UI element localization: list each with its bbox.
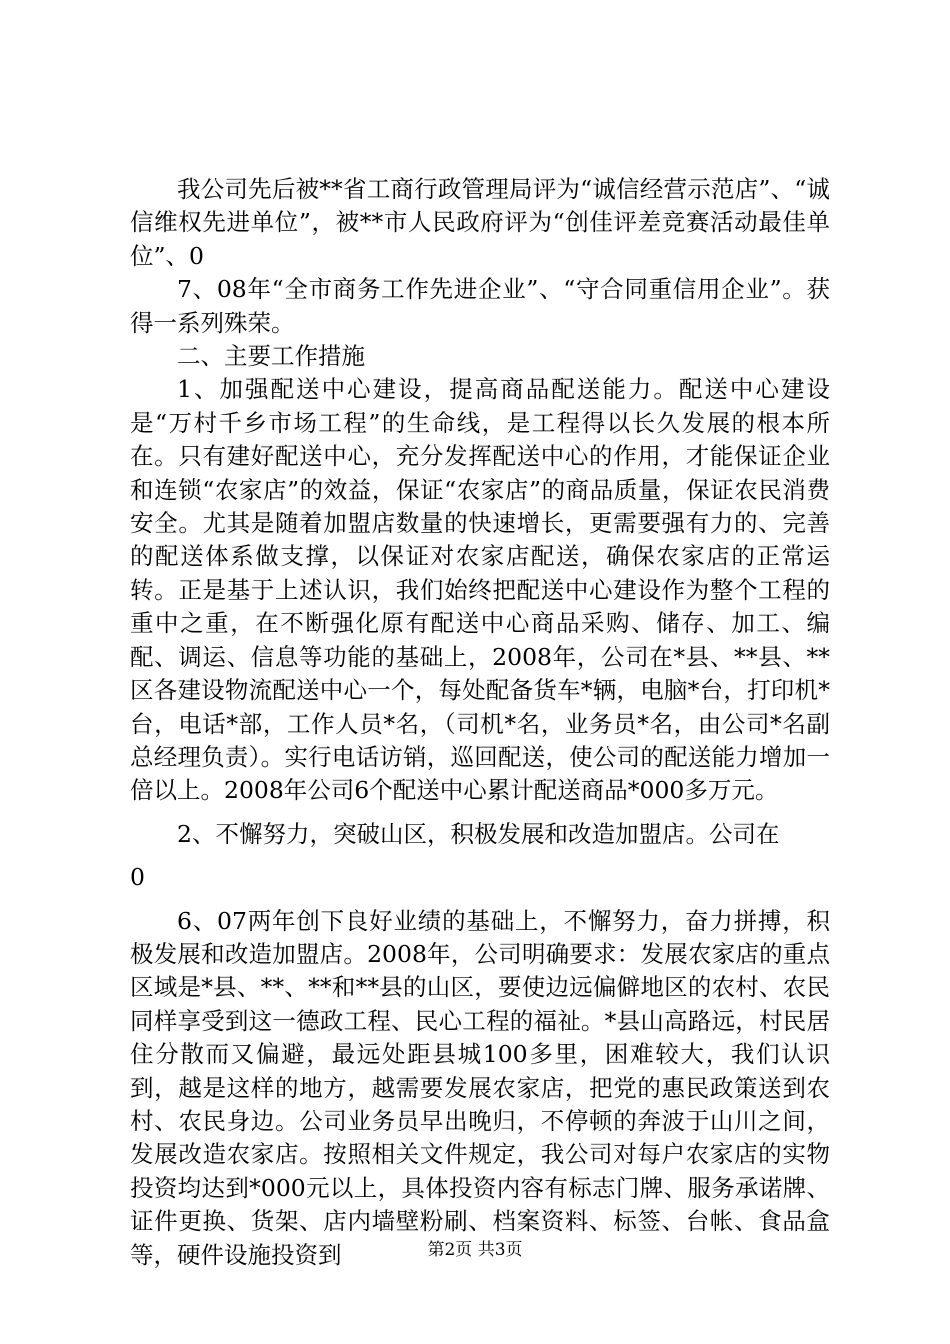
page-footer — [0, 1239, 950, 1261]
paragraph-honors-continued: 7、08年“全市商务工作先进企业”、“守合同重信用企业”。获得一系列殊荣。 — [130, 275, 830, 337]
paragraph-honors: 我公司先后被**省工商行政管理局评为“诚信经营示范店”、“诚信维权先进单位”，被**市人民政府评为“创佳评差竞赛活动最佳单位”、0 — [130, 175, 830, 270]
paragraph-fragment-zero: 0 — [130, 863, 145, 892]
page-number-label: 第2页 共3页 — [427, 1240, 523, 1260]
paragraph-distribution-center: 1、加强配送中心建设，提高商品配送能力。配送中心建设是“万村千乡市场工程”的生命线，是工程得以长久发展的根本所在。只有建好配送中心，充分发挥配送中心的作用，才能保证企业和连锁“农家店”的效益，保证“农家店”的商品质量，保证农民消费安全。尤其是随着加盟店数量的快速增长，更需要强有力的、完善的配送体系做支撑，以保证对农家店配送，确保农家店的正常运转。正是基于上述认识，我们始终把配送中心建设作为整个工程的重中之重，在不断强化原有配送中心商品采购、储存、加工、编配、调运、信息等功能的基础上，2008年，公司在*县、**县、**区各建设物流配送中心一个，每处配备货车*辆，电脑*台，打印机*台，电话*部，工作人员*名，（司机*名，业务员*名，由公司*名副总经理负责）。实行电话访销，巡回配送，使公司的配送能力增加一倍以上。2008年公司6个配送中心累计配送商品*000多万元。 — [130, 375, 830, 805]
paragraph-mountain-expansion: 2、不懈努力，突破山区，积极发展和改造加盟店。公司在 — [177, 819, 780, 848]
paragraph-franchise-development: 6、07两年创下良好业绩的基础上，不懈努力，奋力拼搏，积极发展和改造加盟店。2008年，公司明确要求：发展农家店的重点区域是*县、**、**和**县的山区，要使边远偏僻地区的农村、农民同样享受到这一德政工程、民心工程的福祉。*县山高路远，村民居住分散而又偏避，最远处距县城100多里，困难较大，我们认识到，越是这样的地方，越需要发展农家店，把党的惠民政策送到农村、农民身边。公司业务员早出晚归，不停顿的奔波于山川之间，发展改造农家店。按照相关文件规定，我公司对每户农家店的实物投资均达到*000元以上，具体投资内容有标志门牌、服务承诺牌、证件更换、货架、店内墙壁粉刷、档案资料、标签、台帐、食品盒等，硬件设施投资到 — [130, 906, 830, 1269]
section-heading-main-measures: 二、主要工作措施 — [177, 342, 365, 371]
document-body — [130, 173, 830, 1272]
